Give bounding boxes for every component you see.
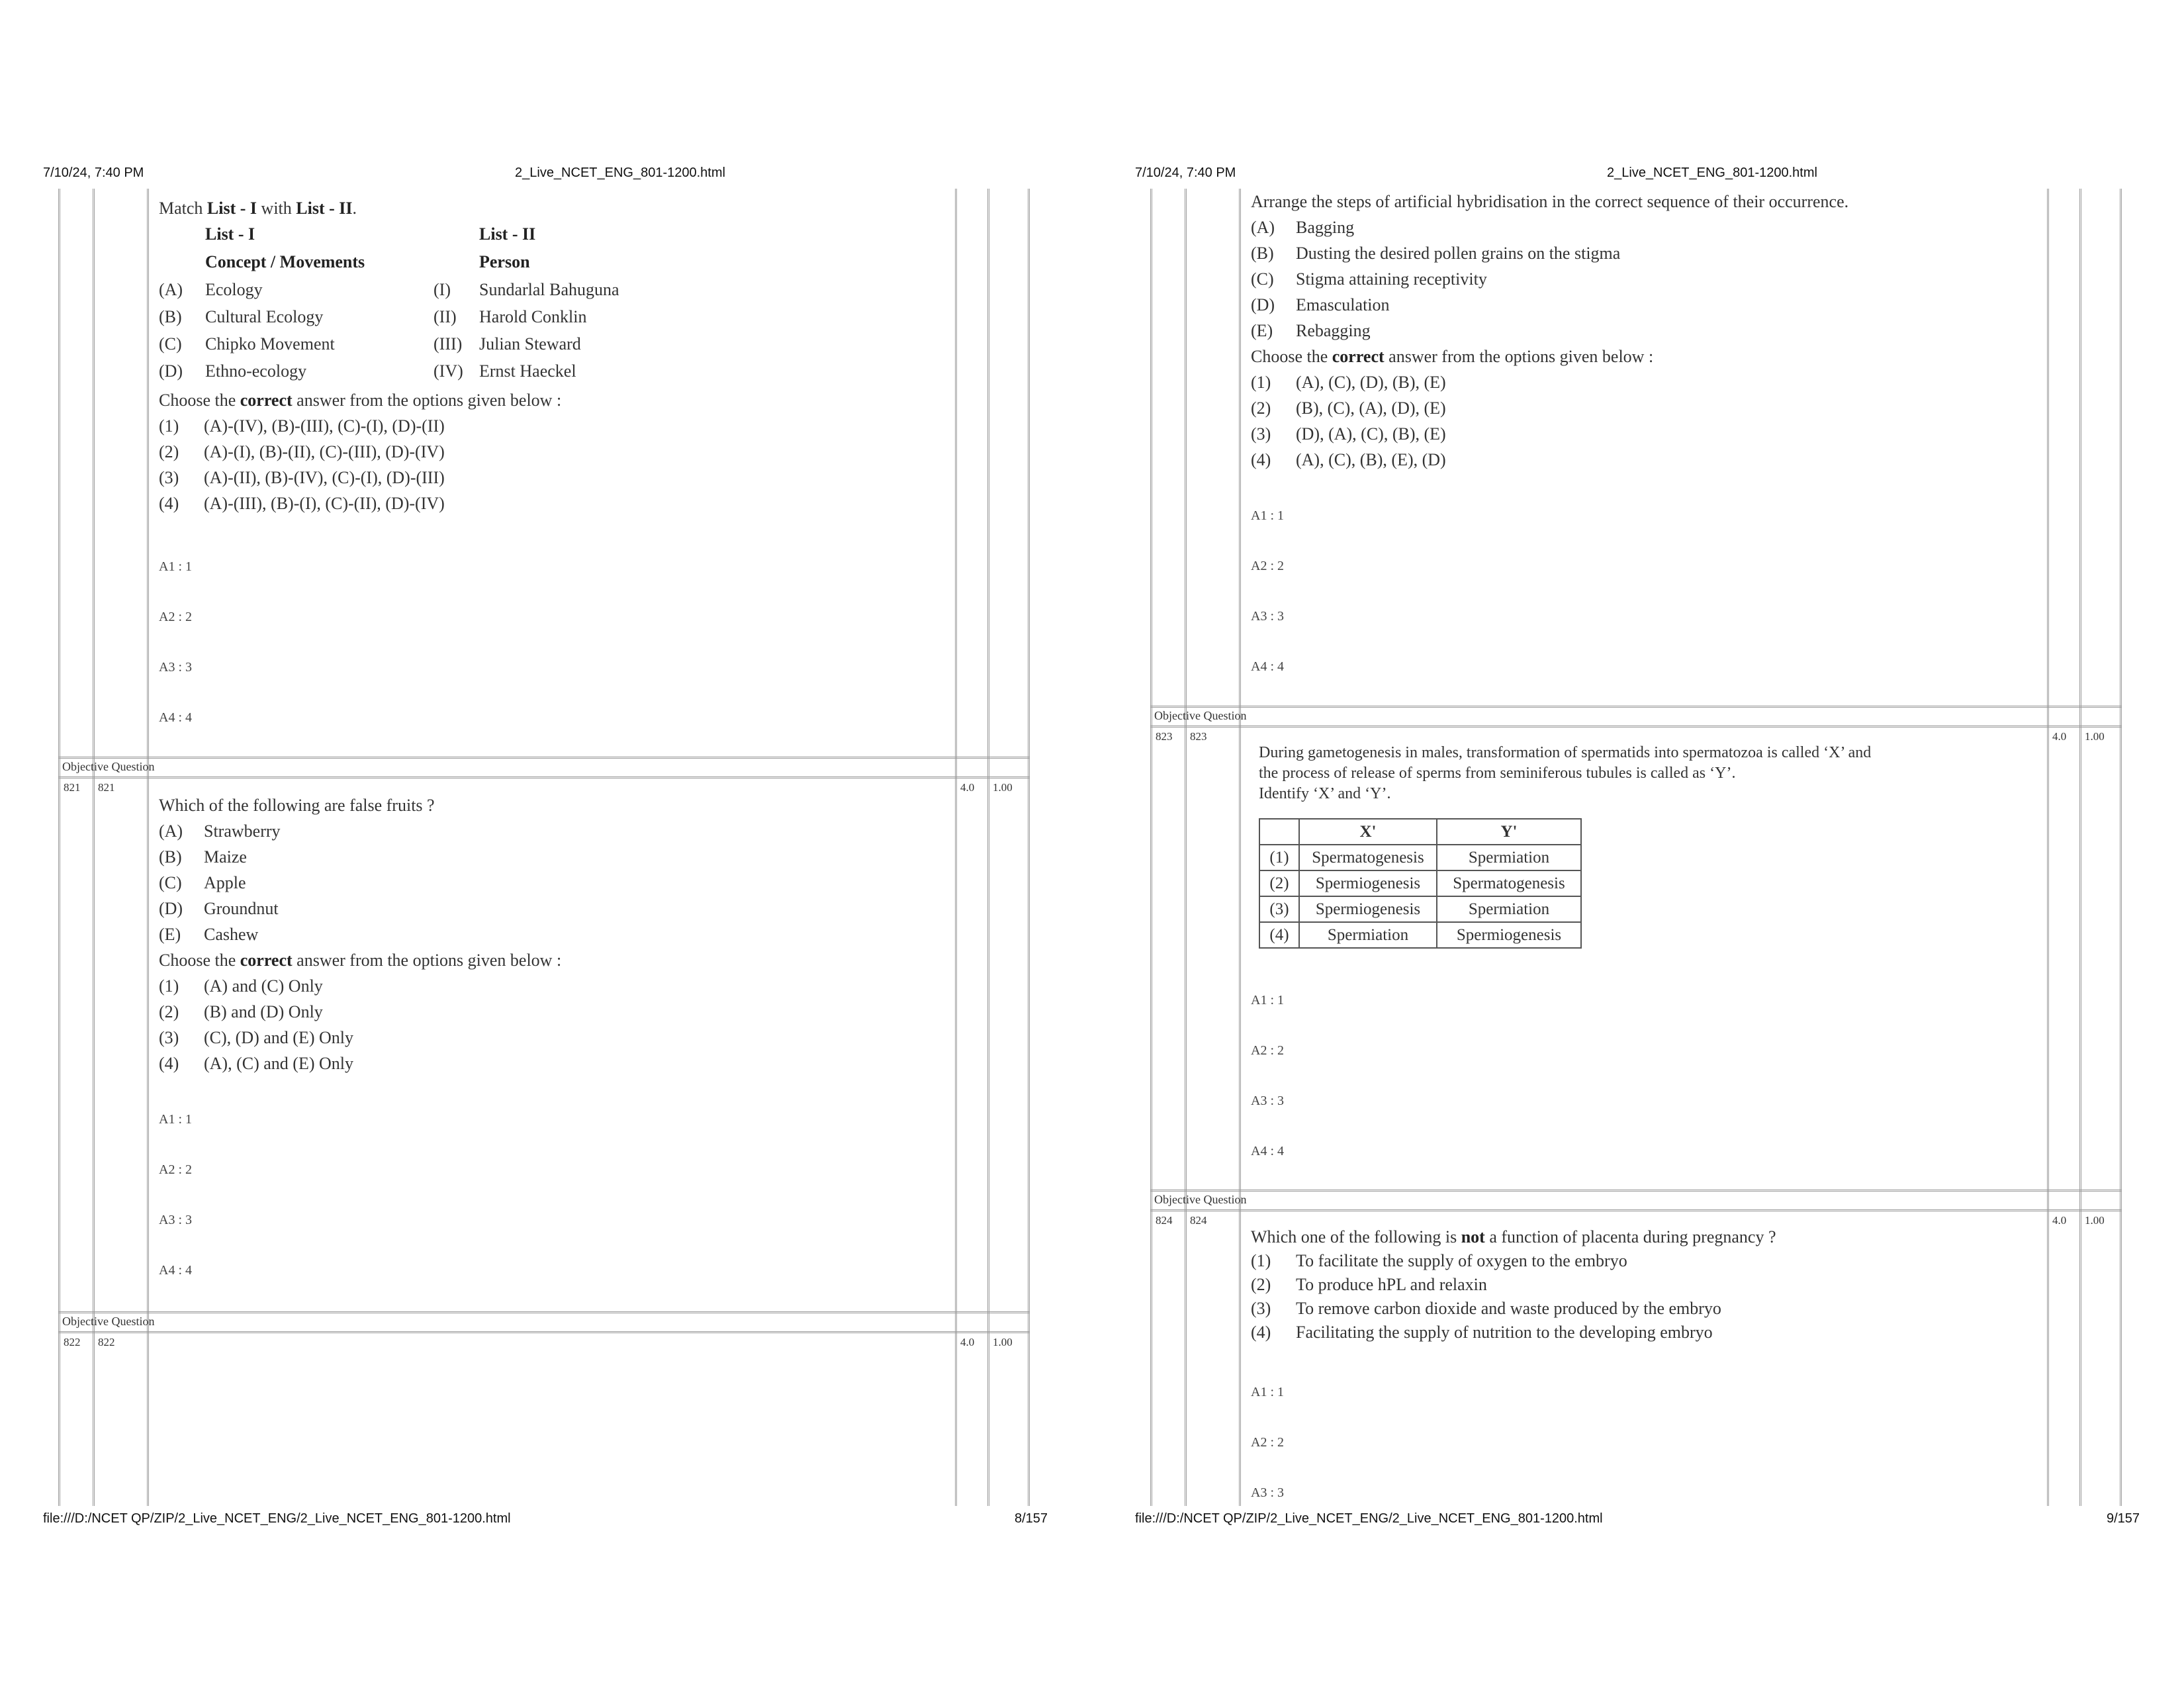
option: (2) (B), (C), (A), (D), (E) xyxy=(1251,399,1446,418)
question-id: 822 xyxy=(98,1336,115,1348)
table-cell: (4) xyxy=(1259,922,1299,948)
choose-instruction: Choose the correct answer from the options given below : xyxy=(159,391,562,410)
question-intro: Match List - I with List - II. xyxy=(159,199,357,218)
answer-label: A2 : 2 xyxy=(159,1162,192,1177)
question-line: During gametogenesis in males, transformation of spermatids into spermatozoa is called ‘X’ and xyxy=(1259,744,1872,761)
item: (B) Maize xyxy=(159,847,247,867)
answer-label: A4 : 4 xyxy=(1251,659,1284,674)
table-cell: Spermiation xyxy=(1437,845,1581,870)
section-label: Objective Question xyxy=(62,1315,155,1328)
item: (A) Strawberry xyxy=(159,821,281,841)
header-title: 2_Live_NCET_ENG_801-1200.html xyxy=(515,165,725,180)
answer-label: A3 : 3 xyxy=(1251,1094,1284,1108)
header-datetime: 7/10/24, 7:40 PM xyxy=(1135,165,1236,180)
table-cell: Spermatogenesis xyxy=(1437,870,1581,896)
choose-instruction: Choose the correct answer from the options given below : xyxy=(1251,347,1654,366)
xy-table xyxy=(1259,818,1582,949)
table-cell: Spermiation xyxy=(1299,922,1437,948)
answer-label: A1 : 1 xyxy=(159,559,192,574)
question-820 xyxy=(159,195,619,516)
item: (C) Apple xyxy=(159,873,246,892)
table-cell: (2) xyxy=(1259,870,1299,896)
item: (A) Bagging xyxy=(1251,218,1355,237)
marks: 4.0 xyxy=(960,1336,975,1348)
marks: 4.0 xyxy=(2052,1214,2067,1227)
option: (2) To produce hPL and relaxin xyxy=(1251,1275,1487,1294)
choose-instruction: Choose the correct answer from the options given below : xyxy=(159,951,562,970)
marks: 4.0 xyxy=(2052,730,2067,743)
table-header: X' xyxy=(1299,819,1437,845)
negative-marks: 1.00 xyxy=(2085,730,2105,743)
question-text: Arrange the steps of artificial hybridisation in the correct sequence of their occurrence. xyxy=(1251,192,1849,211)
question-id: 823 xyxy=(1190,730,1207,743)
answer-label: A2 : 2 xyxy=(1251,1043,1284,1058)
table-header: Y' xyxy=(1437,819,1581,845)
question-text: Which one of the following is not a function of placenta during pregnancy ? xyxy=(1251,1227,1776,1246)
question-821 xyxy=(159,792,561,1076)
answer-label: A2 : 2 xyxy=(1251,1435,1284,1450)
option: (2) (B) and (D) Only xyxy=(159,1002,323,1021)
answer-label: A3 : 3 xyxy=(1251,609,1284,624)
answer-label: A4 : 4 xyxy=(159,710,192,725)
item: (E) Cashew xyxy=(159,925,259,944)
table-row xyxy=(1259,896,1581,922)
table-cell: Spermiogenesis xyxy=(1299,870,1437,896)
footer-path: file:///D:/NCET QP/ZIP/2_Live_NCET_ENG/2_Live_NCET_ENG_801-1200.html xyxy=(43,1511,511,1526)
table-cell: Spermatogenesis xyxy=(1299,845,1437,870)
answer-label: A2 : 2 xyxy=(1251,559,1284,573)
table-cell: (1) xyxy=(1259,845,1299,870)
option: (2) (A)-(I), (B)-(II), (C)-(III), (D)-(IV) xyxy=(159,442,445,461)
negative-marks: 1.00 xyxy=(993,781,1013,794)
table-row xyxy=(1259,845,1581,870)
answer-label: A1 : 1 xyxy=(1251,508,1284,523)
option: (4) (A), (C) and (E) Only xyxy=(159,1054,353,1073)
page-right xyxy=(1092,0,2184,1688)
match-row: (B) Cultural Ecology (II) Harold Conklin xyxy=(159,307,587,326)
answer-label: A3 : 3 xyxy=(1251,1485,1284,1500)
answer-label: A1 : 1 xyxy=(1251,993,1284,1008)
footer-path: file:///D:/NCET QP/ZIP/2_Live_NCET_ENG/2_Live_NCET_ENG_801-1200.html xyxy=(1135,1511,1603,1526)
option: (1) (A) and (C) Only xyxy=(159,976,323,996)
option: (1) (A)-(IV), (B)-(III), (C)-(I), (D)-(II) xyxy=(159,416,445,436)
footer-page-number: 9/157 xyxy=(2107,1511,2140,1526)
option: (4) (A), (C), (B), (E), (D) xyxy=(1251,450,1446,469)
table-cell: Spermiation xyxy=(1437,896,1581,922)
section-label: Objective Question xyxy=(1154,1193,1247,1206)
question-line: the process of release of sperms from seminiferous tubules is called as ‘Y’. xyxy=(1259,765,1736,782)
table-header-row xyxy=(1259,819,1581,845)
option: (3) (C), (D) and (E) Only xyxy=(159,1028,353,1047)
item: (D) Groundnut xyxy=(159,899,279,918)
question-823 xyxy=(1259,743,1871,804)
list-subheading: Concept / Movements Person xyxy=(205,252,530,271)
option: (1) To facilitate the supply of oxygen to the embryo xyxy=(1251,1251,1627,1270)
answer-label: A1 : 1 xyxy=(1251,1385,1284,1399)
item: (C) Stigma attaining receptivity xyxy=(1251,269,1487,289)
section-label: Objective Question xyxy=(1154,709,1247,722)
match-row: (C) Chipko Movement (III) Julian Steward xyxy=(159,334,581,353)
question-number: 821 xyxy=(64,781,81,794)
table-row xyxy=(1259,870,1581,896)
negative-marks: 1.00 xyxy=(2085,1214,2105,1227)
option: (3) (D), (A), (C), (B), (E) xyxy=(1251,424,1446,444)
table-row xyxy=(1259,922,1581,948)
question-number: 822 xyxy=(64,1336,81,1348)
marks: 4.0 xyxy=(960,781,975,794)
negative-marks: 1.00 xyxy=(993,1336,1013,1348)
item: (E) Rebagging xyxy=(1251,321,1371,340)
section-label: Objective Question xyxy=(62,760,155,773)
header-title: 2_Live_NCET_ENG_801-1200.html xyxy=(1607,165,1817,180)
question-824 xyxy=(1251,1225,1776,1344)
footer-page-number: 8/157 xyxy=(1015,1511,1048,1526)
match-row: (D) Ethno-ecology (IV) Ernst Haeckel xyxy=(159,361,576,381)
option: (3) (A)-(II), (B)-(IV), (C)-(I), (D)-(III) xyxy=(159,468,445,487)
option: (4) (A)-(III), (B)-(I), (C)-(II), (D)-(IV) xyxy=(159,494,445,513)
table-cell: Spermiogenesis xyxy=(1437,922,1581,948)
answer-label: A1 : 1 xyxy=(159,1112,192,1127)
match-row: (A) Ecology (I) Sundarlal Bahuguna xyxy=(159,280,619,299)
question-822 xyxy=(1251,189,1848,473)
item: (B) Dusting the desired pollen grains on the stigma xyxy=(1251,244,1621,263)
question-line: Identify ‘X’ and ‘Y’. xyxy=(1259,785,1391,802)
question-id: 821 xyxy=(98,781,115,794)
answer-label: A4 : 4 xyxy=(1251,1144,1284,1158)
table-cell: Spermiogenesis xyxy=(1299,896,1437,922)
answer-label: A4 : 4 xyxy=(159,1263,192,1278)
answer-label: A3 : 3 xyxy=(159,1213,192,1227)
table-cell: (3) xyxy=(1259,896,1299,922)
header-datetime: 7/10/24, 7:40 PM xyxy=(43,165,144,180)
question-text: Which of the following are false fruits ? xyxy=(159,796,435,815)
answer-label: A2 : 2 xyxy=(159,610,192,624)
answer-label: A3 : 3 xyxy=(159,660,192,675)
option: (4) Facilitating the supply of nutrition to the developing embryo xyxy=(1251,1323,1713,1342)
option: (3) To remove carbon dioxide and waste produced by the embryo xyxy=(1251,1299,1721,1318)
question-number: 823 xyxy=(1156,730,1173,743)
option: (1) (A), (C), (D), (B), (E) xyxy=(1251,373,1446,392)
table-header xyxy=(1259,819,1299,845)
question-id: 824 xyxy=(1190,1214,1207,1227)
list-heading: List - I List - II xyxy=(205,224,536,244)
item: (D) Emasculation xyxy=(1251,295,1390,314)
question-number: 824 xyxy=(1156,1214,1173,1227)
